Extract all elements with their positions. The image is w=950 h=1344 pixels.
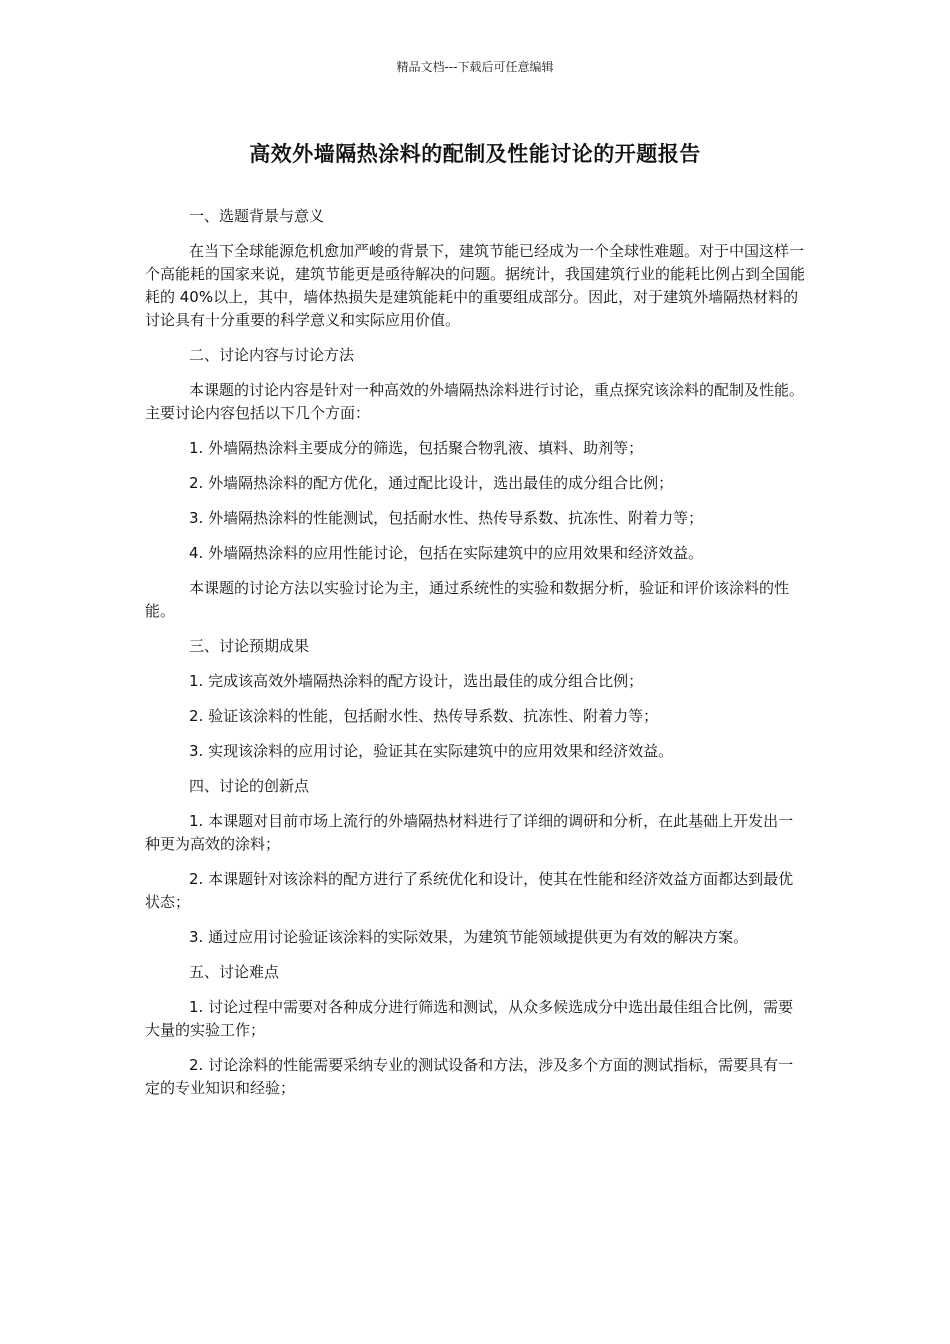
section-heading: 四、讨论的创新点 xyxy=(189,777,310,795)
list-item: 2. 讨论涂料的性能需要采纳专业的测试设备和方法，涉及多个方面的测试指标，需要具有一定的专业知识和经验； xyxy=(145,1056,794,1097)
list-item: 3. 通过应用讨论验证该涂料的实际效果，为建筑节能领域提供更为有效的解决方案。 xyxy=(189,928,749,946)
document-body xyxy=(145,205,805,1112)
list-item: 4. 外墙隔热涂料的应用性能讨论，包括在实际建筑中的应用效果和经济效益。 xyxy=(189,544,704,562)
paragraph: 在当下全球能源危机愈加严峻的背景下，建筑节能已经成为一个全球性难题。对于中国这样一个高能耗的国家来说，建筑节能更是亟待解决的问题。据统计，我国建筑行业的能耗比例占到全国能耗的 40%以上，其中，墙体热损失是建筑能耗中的重要组成部分。因此，对于建筑外墙隔热材料的讨论具有十分重要的科学意义和实际应用价值。 xyxy=(145,242,806,329)
section-heading: 二、讨论内容与讨论方法 xyxy=(189,346,355,364)
page-header: 精品文档---下载后可任意编辑 xyxy=(396,60,554,74)
list-item: 3. 实现该涂料的应用讨论，验证其在实际建筑中的应用效果和经济效益。 xyxy=(189,742,674,760)
section-heading: 三、讨论预期成果 xyxy=(189,637,310,655)
list-item: 1. 外墙隔热涂料主要成分的筛选，包括聚合物乳液、填料、助剂等； xyxy=(189,439,644,457)
section-heading: 五、讨论难点 xyxy=(189,963,280,981)
list-item: 1. 本课题对目前市场上流行的外墙隔热材料进行了详细的调研和分析，在此基础上开发出一种更为高效的涂料； xyxy=(145,812,794,853)
document-title: 高效外墙隔热涂料的配制及性能讨论的开题报告 xyxy=(249,142,701,166)
section-heading: 一、选题背景与意义 xyxy=(189,207,325,225)
list-item: 3. 外墙隔热涂料的性能测试，包括耐水性、热传导系数、抗冻性、附着力等； xyxy=(189,509,704,527)
list-item: 2. 验证该涂料的性能，包括耐水性、热传导系数、抗冻性、附着力等； xyxy=(189,707,659,725)
paragraph: 本课题的讨论内容是针对一种高效的外墙隔热涂料进行讨论，重点探究该涂料的配制及性能。主要讨论内容包括以下几个方面： xyxy=(145,381,805,422)
list-item: 1. 完成该高效外墙隔热涂料的配方设计，选出最佳的成分组合比例； xyxy=(189,672,644,690)
list-item: 2. 本课题针对该涂料的配方进行了系统优化和设计，使其在性能和经济效益方面都达到最优状态； xyxy=(145,870,794,911)
list-item: 2. 外墙隔热涂料的配方优化，通过配比设计，选出最佳的成分组合比例； xyxy=(189,474,674,492)
list-item: 1. 讨论过程中需要对各种成分进行筛选和测试，从众多候选成分中选出最佳组合比例，需要大量的实验工作； xyxy=(145,998,794,1039)
paragraph: 本课题的讨论方法以实验讨论为主，通过系统性的实验和数据分析，验证和评价该涂料的性能。 xyxy=(145,579,790,620)
